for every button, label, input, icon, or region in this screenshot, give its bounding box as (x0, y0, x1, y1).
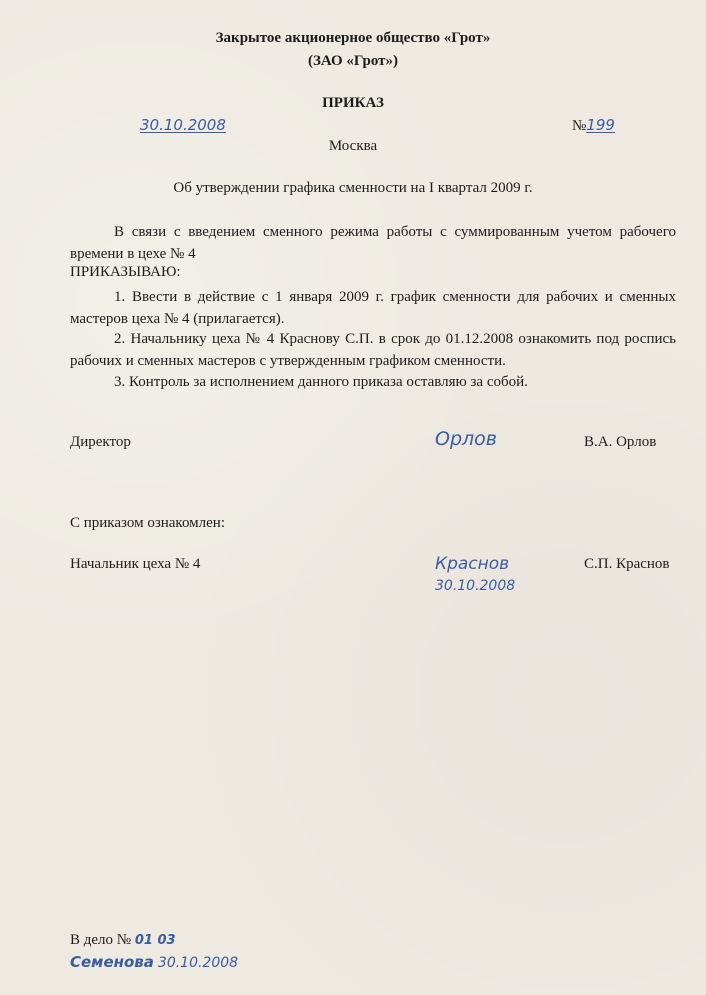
acquainted-label: С приказом ознакомлен: (70, 515, 226, 531)
head-signature: Краснов (435, 554, 510, 574)
company-short-name: (ЗАО «Грот») (307, 53, 399, 69)
order-item-2: 2. Начальнику цеха № 4 Краснову С.П. в срок до 01.12.2008 ознакомить под роспись рабочих и сменных мастеров с утвержденным графиком сменности. (70, 331, 676, 369)
number-label: № (572, 118, 587, 134)
document-number (572, 116, 615, 135)
acquainted-name: С.П. Краснов (584, 556, 670, 572)
footer-handwritten-name: Семенова (70, 953, 154, 971)
company-name: Закрытое акционерное общество «Грот» (215, 30, 491, 46)
document-city: Москва (328, 138, 378, 154)
acquainted-position: Начальник цеха № 4 (70, 556, 201, 572)
order-item-3: 3. Контроль за исполнением данного приказа оставляю за собой. (114, 374, 528, 390)
document-title: ПРИКАЗ (322, 95, 384, 111)
document-subject: Об утверждении графика сменности на I квартал 2009 г. (173, 180, 533, 196)
footer-signature (70, 953, 238, 972)
file-number: 01 03 (134, 933, 176, 948)
document-date: 30.10.2008 (140, 116, 226, 134)
file-note (70, 932, 176, 949)
signature-name: В.А. Орлов (584, 434, 657, 450)
director-signature: Орлов (435, 428, 497, 450)
order-item-1: 1. Ввести в действие с 1 января 2009 г. график сменности для рабочих и сменных мастеров цеха № 4 (прилагается). (70, 289, 676, 327)
acquainted-date: 30.10.2008 (435, 578, 516, 594)
signature-position: Директор (70, 434, 131, 450)
footer-date: 30.10.2008 (157, 955, 239, 971)
order-word: ПРИКАЗЫВАЮ: (70, 264, 181, 280)
file-label: В дело № (70, 932, 132, 948)
intro-paragraph: В связи с введением сменного режима работы с суммированным учетом рабочего времени в цехе № 4 (70, 224, 676, 262)
number-value: 199 (586, 116, 615, 134)
